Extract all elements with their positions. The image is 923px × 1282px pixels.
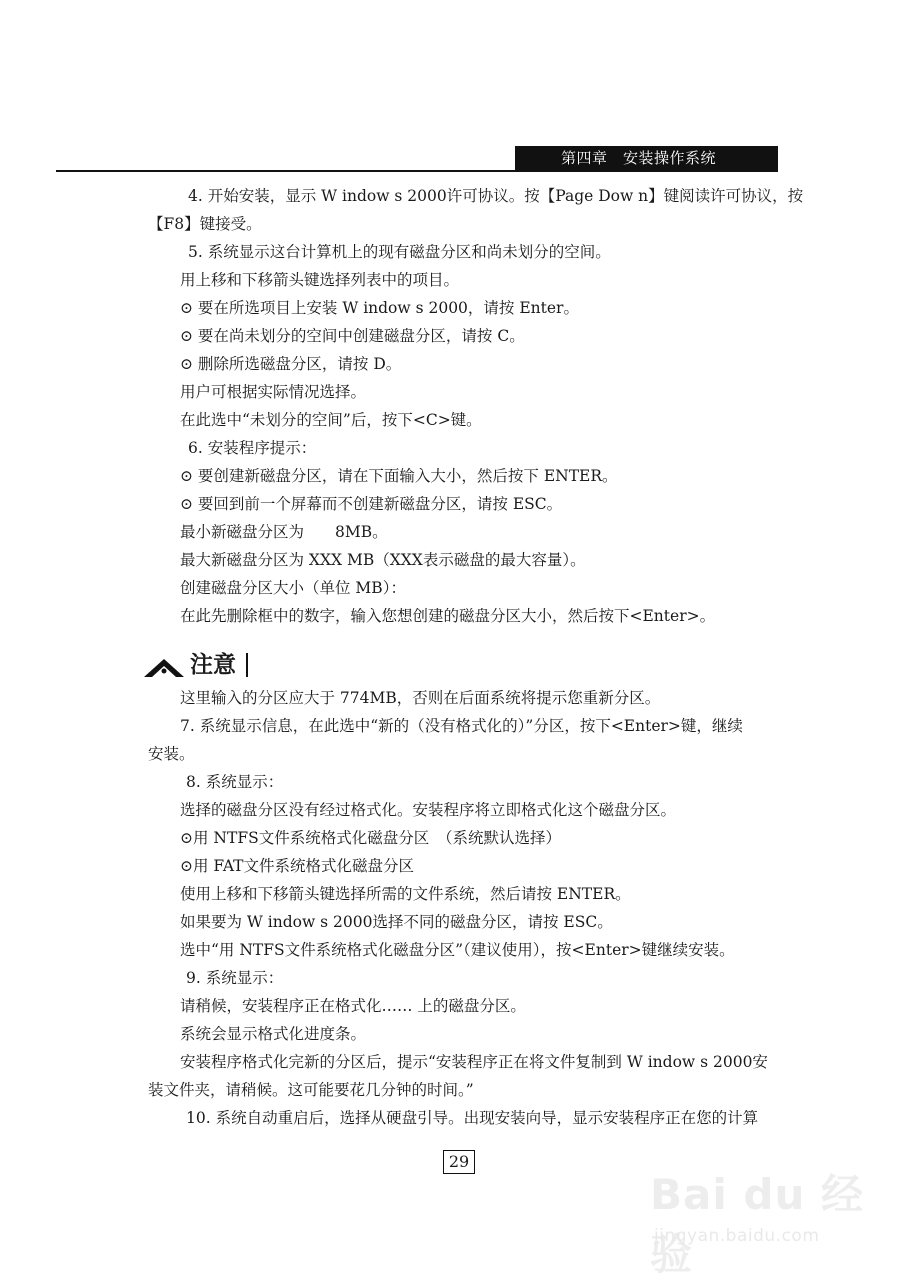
body-line: ⊙用 FAT文件系统格式化磁盘分区 <box>180 857 415 875</box>
body-line: 9. 系统显示： <box>186 969 284 987</box>
body-line: 装文件夹，请稍候。这可能要花几分钟的时间。” <box>148 1081 474 1099</box>
body-line: 选中“用 NTFS文件系统格式化磁盘分区”（建议使用），按<Enter>键继续安装。 <box>180 941 735 959</box>
body-line: ⊙ 要创建新磁盘分区，请在下面输入大小，然后按下 ENTER。 <box>180 467 618 485</box>
body-line: 在此先删除框中的数字，输入您想创建的磁盘分区大小，然后按下<Enter>。 <box>180 607 716 625</box>
watermark-url: jingyan.baidu.com <box>654 1226 820 1246</box>
body-line: 选择的磁盘分区没有经过格式化。安装程序将立即格式化这个磁盘分区。 <box>180 801 677 819</box>
body-line: 这里输入的分区应大于 774MB，否则在后面系统将提示您重新分区。 <box>180 689 661 707</box>
page-number: 29 <box>443 1150 475 1174</box>
note-title: 注意 <box>190 652 236 678</box>
body-line: 如果要为 W indow s 2000选择不同的磁盘分区，请按 ESC。 <box>180 913 613 931</box>
header-rule <box>56 170 778 172</box>
body-line: ⊙ 要在所选项目上安装 W indow s 2000，请按 Enter。 <box>180 299 579 317</box>
body-line: ⊙ 删除所选磁盘分区，请按 D。 <box>180 355 402 373</box>
body-line: 8. 系统显示： <box>186 773 284 791</box>
watermark-logo: Bai du 经验 <box>650 1170 864 1279</box>
body-line: ⊙ 要回到前一个屏幕而不创建新磁盘分区，请按 ESC。 <box>180 495 563 513</box>
body-line: 使用上移和下移箭头键选择所需的文件系统，然后请按 ENTER。 <box>180 885 631 903</box>
body-line: ⊙用 NTFS文件系统格式化磁盘分区 （系统默认选择） <box>180 829 561 847</box>
body-line: 安装程序格式化完新的分区后，提示“安装程序正在将文件复制到 W indow s 2000安 <box>180 1053 768 1071</box>
body-line: 4. 开始安装，显示 W indow s 2000许可协议。按【Page Dow n】键阅读许可协议，按 <box>188 187 804 205</box>
body-line: 用上移和下移箭头键选择列表中的项目。 <box>180 271 460 289</box>
body-line: 【F8】键接受。 <box>148 215 262 233</box>
body-line: 创建磁盘分区大小（单位 MB）： <box>180 579 406 597</box>
body-line: 请稍候，安装程序正在格式化…… 上的磁盘分区。 <box>180 997 526 1015</box>
note-icon <box>142 657 188 679</box>
chapter-header: 第四章 安装操作系统 <box>515 146 778 171</box>
body-line: 用户可根据实际情况选择。 <box>180 383 367 401</box>
note-bar <box>246 653 248 677</box>
note-heading <box>142 649 282 681</box>
body-line: 最小新磁盘分区为 8MB。 <box>180 523 388 541</box>
body-line: 5. 系统显示这台计算机上的现有磁盘分区和尚未划分的空间。 <box>188 243 611 261</box>
body-line: 7. 系统显示信息，在此选中“新的（没有格式化的）”分区，按下<Enter>键，继续 <box>180 717 743 735</box>
body-line: 在此选中“未划分的空间”后，按下<C>键。 <box>180 411 482 429</box>
body-line: 6. 安装程序提示： <box>188 439 317 457</box>
body-line: 最大新磁盘分区为 XXX MB（XXX表示磁盘的最大容量）。 <box>180 551 586 569</box>
body-line: 10. 系统自动重启后，选择从硬盘引导。出现安装向导，显示安装程序正在您的计算 <box>186 1109 759 1127</box>
watermark <box>640 1152 880 1279</box>
body-line: 系统会显示格式化进度条。 <box>180 1025 367 1043</box>
body-line: 安装。 <box>148 745 195 763</box>
body-line: ⊙ 要在尚未划分的空间中创建磁盘分区，请按 C。 <box>180 327 525 345</box>
